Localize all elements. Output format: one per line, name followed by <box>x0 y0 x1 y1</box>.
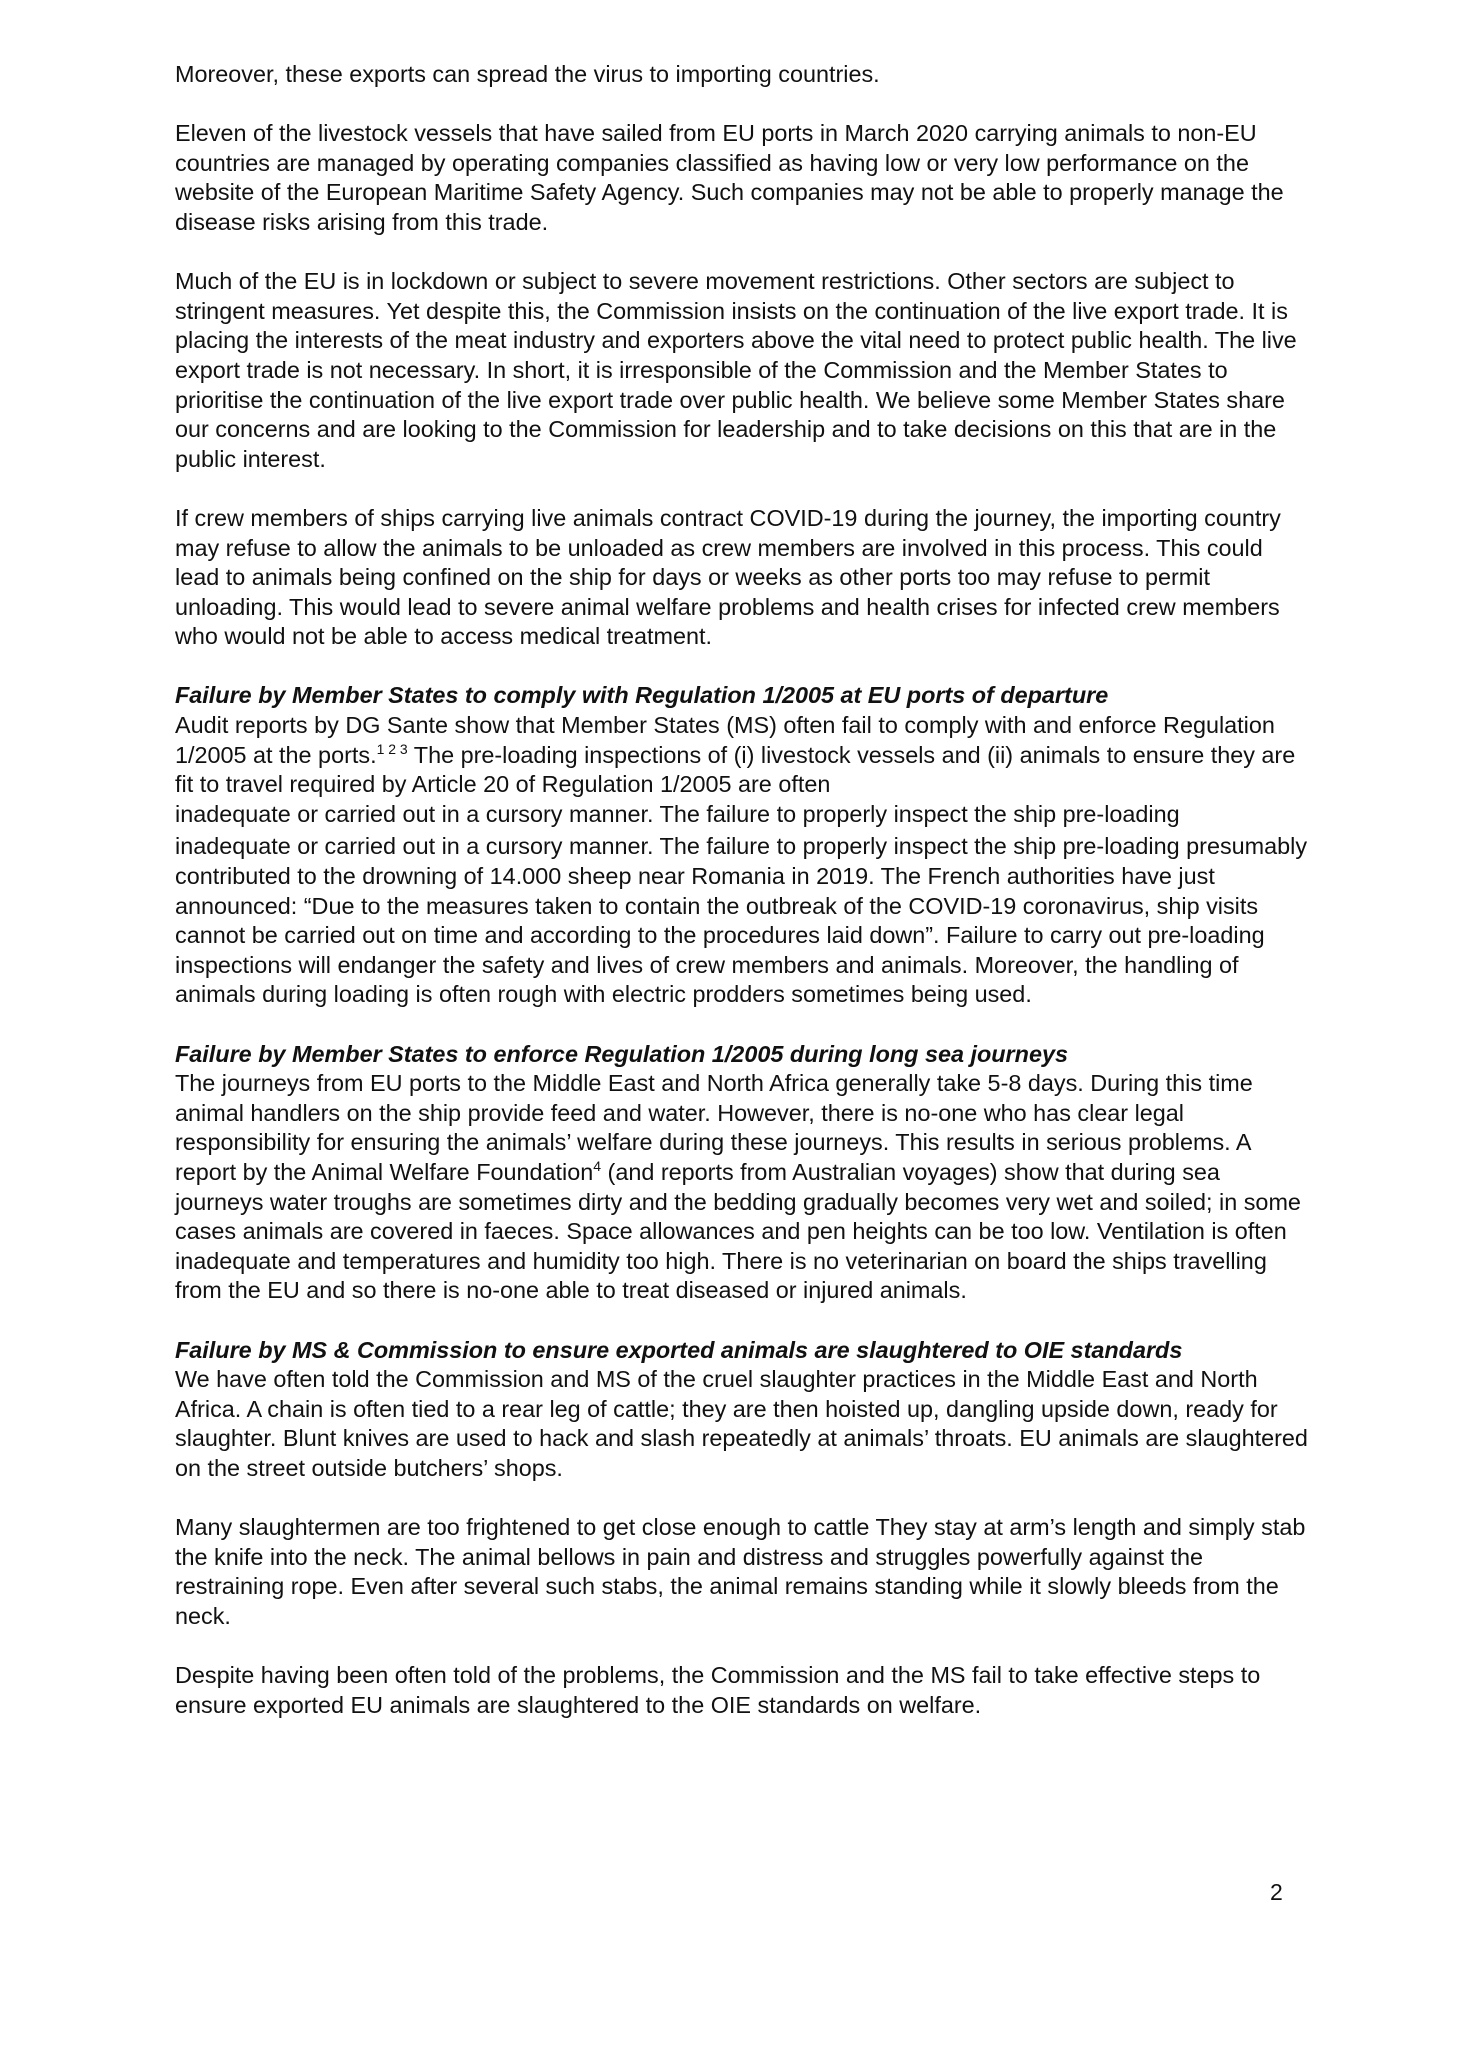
footnote-ref-4: 4 <box>593 1157 602 1174</box>
section-slaughter-standards <box>175 1336 1310 1484</box>
audit-text-continued: The pre-loading inspections of (i) livestock vessels and (ii) animals to ensure they are fit to travel required by Article 20 of Regulation 1/2005 are often <box>175 741 1296 798</box>
section-sea-journeys <box>175 1040 1310 1306</box>
duplicated-scan-line <box>175 800 1310 830</box>
document-body <box>175 60 1310 1720</box>
section-heading-sea-journeys: Failure by Member States to enforce Regulation 1/2005 during long sea journeys <box>175 1040 1068 1067</box>
paragraph-virus-spread: Moreover, these exports can spread the virus to importing countries. <box>175 61 880 87</box>
duplicated-line-text: inadequate or carried out in a cursory manner. The failure to properly inspect the ship pre-loading <box>175 800 1180 827</box>
paragraph-vessel-performance: Eleven of the livestock vessels that have sailed from EU ports in March 2020 carrying animals to non-EU countries are managed by operating companies classified as having low or very low performance on the website of the European Maritime Safety Agency. Such companies may not be able to properly manage the disease risks arising from this trade. <box>175 120 1284 235</box>
paragraph-slaughtermen: Many slaughtermen are too frightened to get close enough to cattle They stay at arm’s length and simply stab the knife into the neck. The animal bellows in pain and distress and struggles powerfully against the restraining rope. Even after several such stabs, the animal remains standing while it slowly bleeds from the neck. <box>175 1514 1306 1629</box>
section-ports-of-departure <box>175 681 1310 1010</box>
section-heading-ports: Failure by Member States to comply with Regulation 1/2005 at EU ports of departure <box>175 682 1109 709</box>
section-text-audit <box>175 711 1310 800</box>
section-text-inspection: inadequate or carried out in a cursory manner. The failure to properly inspect the ship pre-loading presumably contributed to the drowning of 14.000 sheep near Romania in 2019. The French authorities have just announced: “Due to the measures taken to contain the outbreak of the COVID-19 coronavirus, ship visits cannot be carried out on time and according to the procedures laid down”. Failure to carry out pre-loading inspections will endanger the safety and lives of crew members and animals. Moreover, the handling of animals during loading is often rough with electric prodders sometimes being used. <box>175 833 1308 1008</box>
paragraph-lockdown: Much of the EU is in lockdown or subject to severe movement restrictions. Other sectors are subject to stringent measures. Yet despite this, the Commission insists on the continuation of the live export trade. It is placing the interests of the meat industry and exporters above the vital need to protect public health. The live export trade is not necessary. In short, it is irresponsible of the Commission and the Member States to prioritise the continuation of the live export trade over public health. We believe some Member States share our concerns and are looking to the Commission for leadership and to take decisions on this that are in the public interest. <box>175 268 1297 472</box>
sea-journeys-text: The journeys from EU ports to the Middle East and North Africa generally take 5-8 days. During this time animal handlers on the ship provide feed and water. However, there is no-one who has clear legal responsibility for ensuring the animals’ welfare during these journeys. This results in serious problems. A report by the Animal Welfare Foundation <box>175 1070 1253 1185</box>
section-text-slaughter: We have often told the Commission and MS of the cruel slaughter practices in the Middle East and North Africa. A chain is often tied to a rear leg of cattle; they are then hoisted up, dangling upside down, ready for slaughter. Blunt knives are used to hack and slash repeatedly at animals’ throats. EU animals are slaughtered on the street outside butchers’ shops. <box>175 1366 1308 1481</box>
paragraph-conclusion: Despite having been often told of the problems, the Commission and the MS fail to take effective steps to ensure exported EU animals are slaughtered to the OIE standards on welfare. <box>175 1662 1261 1718</box>
section-text-sea-journeys <box>175 1069 1310 1306</box>
sea-journeys-text-continued: (and reports from Australian voyages) show that during sea journeys water troughs are sometimes dirty and the bedding gradually becomes very wet and soiled; in some cases animals are covered in faeces. Space allowances and pen heights can be too low. Ventilation is often inadequate and temperatures and humidity too high. There is no veterinarian on board the ships travelling from the EU and so there is no-one able to treat diseased or injured animals. <box>175 1158 1301 1304</box>
paragraph-crew-covid: If crew members of ships carrying live animals contract COVID-19 during the journey, the importing country may refuse to allow the animals to be unloaded as crew members are involved in this process. This could lead to animals being confined on the ship for days or weeks as other ports too may refuse to permit unloading. This would lead to severe animal welfare problems and health crises for infected crew members who would not be able to access medical treatment. <box>175 504 1281 650</box>
page-number: 2 <box>1270 1879 1283 1905</box>
footnote-refs-1-2-3: 1 2 3 <box>376 740 408 757</box>
audit-text: Audit reports by DG Sante show that Member States (MS) often fail to comply with and enforce Regulation 1/2005 at the ports. <box>175 712 1275 768</box>
section-heading-slaughter: Failure by MS & Commission to ensure exported animals are slaughtered to OIE standards <box>175 1336 1183 1363</box>
